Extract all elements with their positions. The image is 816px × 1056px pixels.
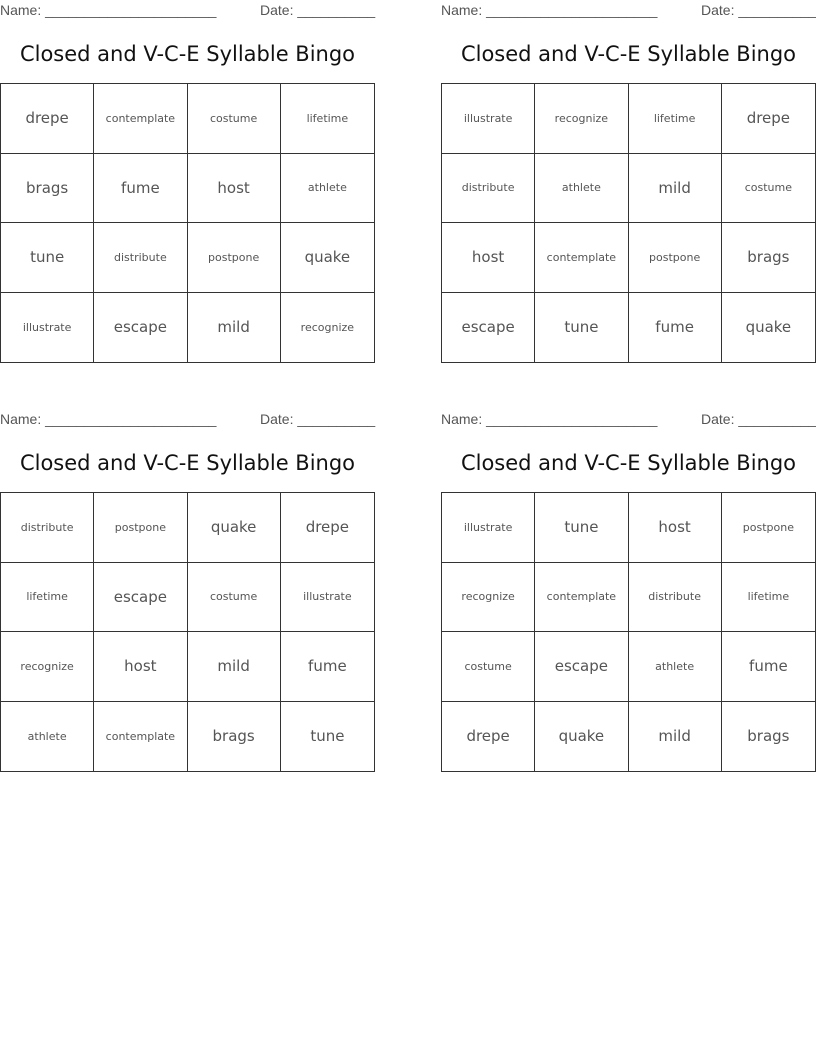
bingo-cell: mild <box>629 702 722 772</box>
bingo-cell: lifetime <box>722 563 815 633</box>
bingo-grid <box>0 492 375 772</box>
name-field-label: Name: ______________________ <box>0 2 217 18</box>
bingo-cell: quake <box>535 702 628 772</box>
bingo-cell: recognize <box>1 632 94 702</box>
bingo-cell: host <box>629 493 722 563</box>
bingo-cell: mild <box>188 632 281 702</box>
bingo-cell: tune <box>535 493 628 563</box>
bingo-cell: distribute <box>1 493 94 563</box>
bingo-cell: escape <box>94 293 187 363</box>
bingo-cell: drepe <box>281 493 374 563</box>
bingo-cell: postpone <box>188 223 281 293</box>
bingo-cell: illustrate <box>442 84 535 154</box>
bingo-cell: costume <box>722 154 815 224</box>
bingo-cell: postpone <box>94 493 187 563</box>
card-header <box>441 409 816 431</box>
bingo-cell: tune <box>310 727 345 746</box>
bingo-cell: lifetime <box>629 84 722 154</box>
bingo-cell: quake <box>188 493 281 563</box>
bingo-cell: fume <box>94 154 187 224</box>
bingo-cell: escape <box>535 632 628 702</box>
bingo-cell: escape <box>442 293 535 363</box>
bingo-cell: contemplate <box>94 702 187 772</box>
bingo-cell: postpone <box>629 223 722 293</box>
bingo-cell: postpone <box>722 493 815 563</box>
bingo-cell: brags <box>188 702 281 772</box>
card-header <box>0 0 375 22</box>
bingo-cell: costume <box>188 84 281 154</box>
card-header <box>0 409 375 431</box>
bingo-cell: contemplate <box>94 84 187 154</box>
date-field-label: Date: __________ <box>701 2 816 18</box>
card-title: Closed and V-C-E Syllable Bingo <box>460 42 797 66</box>
bingo-cell: athlete <box>1 702 94 772</box>
bingo-cell: contemplate <box>535 223 628 293</box>
card-title: Closed and V-C-E Syllable Bingo <box>19 451 356 475</box>
bingo-grid <box>441 492 816 772</box>
bingo-cell: fume <box>281 632 374 702</box>
bingo-cell: fume <box>722 632 815 702</box>
bingo-cell: athlete <box>629 632 722 702</box>
bingo-cell: athlete <box>535 154 628 224</box>
bingo-cell: costume <box>188 563 281 633</box>
bingo-card-1 <box>0 0 376 337</box>
bingo-cell: contemplate <box>535 563 628 633</box>
bingo-cell: host <box>442 223 535 293</box>
bingo-cell: brags <box>722 223 815 293</box>
bingo-cell: drepe <box>1 84 94 154</box>
bingo-cell: lifetime <box>281 84 374 154</box>
date-field-label: Date: __________ <box>260 2 376 18</box>
bingo-cell: mild <box>629 154 722 224</box>
bingo-cell: distribute <box>94 223 187 293</box>
bingo-cell: athlete <box>281 154 374 224</box>
bingo-cell: brags <box>1 154 94 224</box>
bingo-cell: host <box>94 632 187 702</box>
bingo-card-4 <box>441 409 816 746</box>
bingo-cell: illustrate <box>442 493 535 563</box>
bingo-cell: escape <box>94 563 187 633</box>
bingo-cell: fume <box>629 293 722 363</box>
bingo-cell: mild <box>188 293 281 363</box>
card-header <box>441 0 816 22</box>
bingo-cell: tune <box>1 223 94 293</box>
bingo-cell: brags <box>747 727 790 746</box>
card-title: Closed and V-C-E Syllable Bingo <box>460 451 797 475</box>
bingo-cell: recognize <box>300 320 355 334</box>
bingo-cell: host <box>188 154 281 224</box>
bingo-card-2 <box>441 0 816 337</box>
name-field-label: Name: ______________________ <box>441 2 658 18</box>
bingo-cell: recognize <box>442 563 535 633</box>
name-field-label: Name: ______________________ <box>441 411 658 427</box>
bingo-cell: drepe <box>722 84 815 154</box>
bingo-cell: lifetime <box>1 563 94 633</box>
date-field-label: Date: __________ <box>701 411 816 427</box>
bingo-cell: drepe <box>442 702 535 772</box>
bingo-cell: illustrate <box>1 293 94 363</box>
bingo-cell: tune <box>535 293 628 363</box>
bingo-grid <box>0 83 375 363</box>
card-title: Closed and V-C-E Syllable Bingo <box>19 42 356 66</box>
name-field-label: Name: ______________________ <box>0 411 217 427</box>
bingo-cell: distribute <box>442 154 535 224</box>
bingo-cell: quake <box>281 223 374 293</box>
bingo-cell: quake <box>745 318 792 337</box>
bingo-grid <box>441 83 816 363</box>
date-field-label: Date: __________ <box>260 411 376 427</box>
bingo-cell: illustrate <box>281 563 374 633</box>
bingo-cell: distribute <box>629 563 722 633</box>
bingo-card-3 <box>0 409 376 746</box>
bingo-cell: recognize <box>535 84 628 154</box>
bingo-cell: costume <box>442 632 535 702</box>
